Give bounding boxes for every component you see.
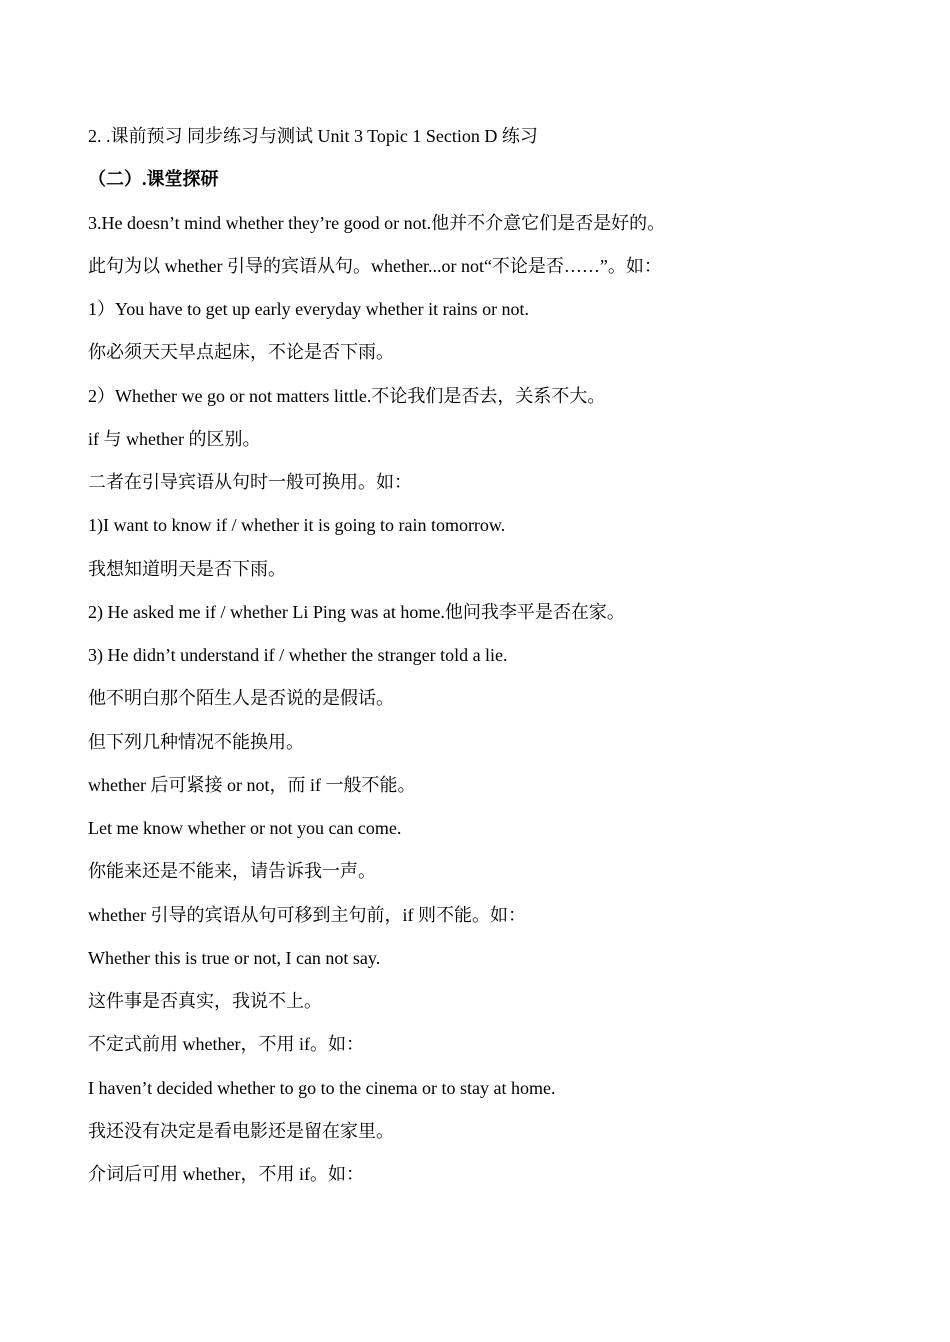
preview-note: 2. .课前预习 同步练习与测试 Unit 3 Topic 1 Section D 练习: [88, 126, 538, 146]
interchange-example-1-chinese: 我想知道明天是否下雨。: [88, 558, 286, 579]
non-interchangeable-note: 但下列几种情况不能换用。: [88, 731, 304, 752]
example-1-english: 1）You have to get up early everyday whether it rains or not.: [88, 299, 530, 319]
explanation-line: 此句为以 whether 引导的宾语从句。whether...or not“不论是否……”。如：: [88, 255, 662, 276]
interchange-example-3-chinese: 他不明白那个陌生人是否说的是假话。: [88, 688, 394, 709]
example-1-chinese: 你必须天天早点起床，不论是否下雨。: [88, 342, 394, 363]
example-2: 2）Whether we go or not matters little.不论我们是否去，关系不大。: [88, 385, 606, 406]
document-body: [88, 124, 878, 1205]
rule-front-position-example-english: Whether this is true or not, I can not say.: [88, 947, 381, 968]
rule-preposition: 介词后可用 whether，不用 if。如：: [88, 1164, 364, 1184]
interchange-example-1-english: 1)I want to know if / whether it is going to rain tomorrow.: [88, 515, 506, 536]
rule-infinitive-example-chinese: 我还没有决定是看电影还是留在家里。: [88, 1120, 394, 1141]
rule-or-not-example-chinese: 你能来还是不能来，请告诉我一声。: [88, 861, 376, 882]
interchange-example-3-english: 3) He didn’t understand if / whether the stranger told a lie.: [88, 645, 508, 665]
rule-infinitive: 不定式前用 whether，不用 if。如：: [88, 1034, 364, 1055]
point-3-sentence: 3.He doesn’t mind whether they’re good or not.他并不介意它们是否是好的。: [88, 212, 666, 233]
interchange-example-2: 2) He asked me if / whether Li Ping was at home.他问我李平是否在家。: [88, 601, 625, 622]
interchangeable-note: 二者在引导宾语从句时一般可换用。如：: [88, 472, 412, 492]
if-whether-difference-heading: if 与 whether 的区别。: [88, 428, 261, 449]
section-heading: （二）.课堂探研: [88, 169, 219, 190]
rule-or-not: whether 后可紧接 or not，而 if 一般不能。: [88, 774, 416, 795]
rule-front-position-example-chinese: 这件事是否真实，我说不上。: [88, 991, 322, 1011]
rule-or-not-example-english: Let me know whether or not you can come.: [88, 818, 402, 838]
rule-front-position: whether 引导的宾语从句可移到主句前，if 则不能。如：: [88, 904, 526, 925]
rule-infinitive-example-english: I haven’t decided whether to go to the cinema or to stay at home.: [88, 1077, 556, 1098]
